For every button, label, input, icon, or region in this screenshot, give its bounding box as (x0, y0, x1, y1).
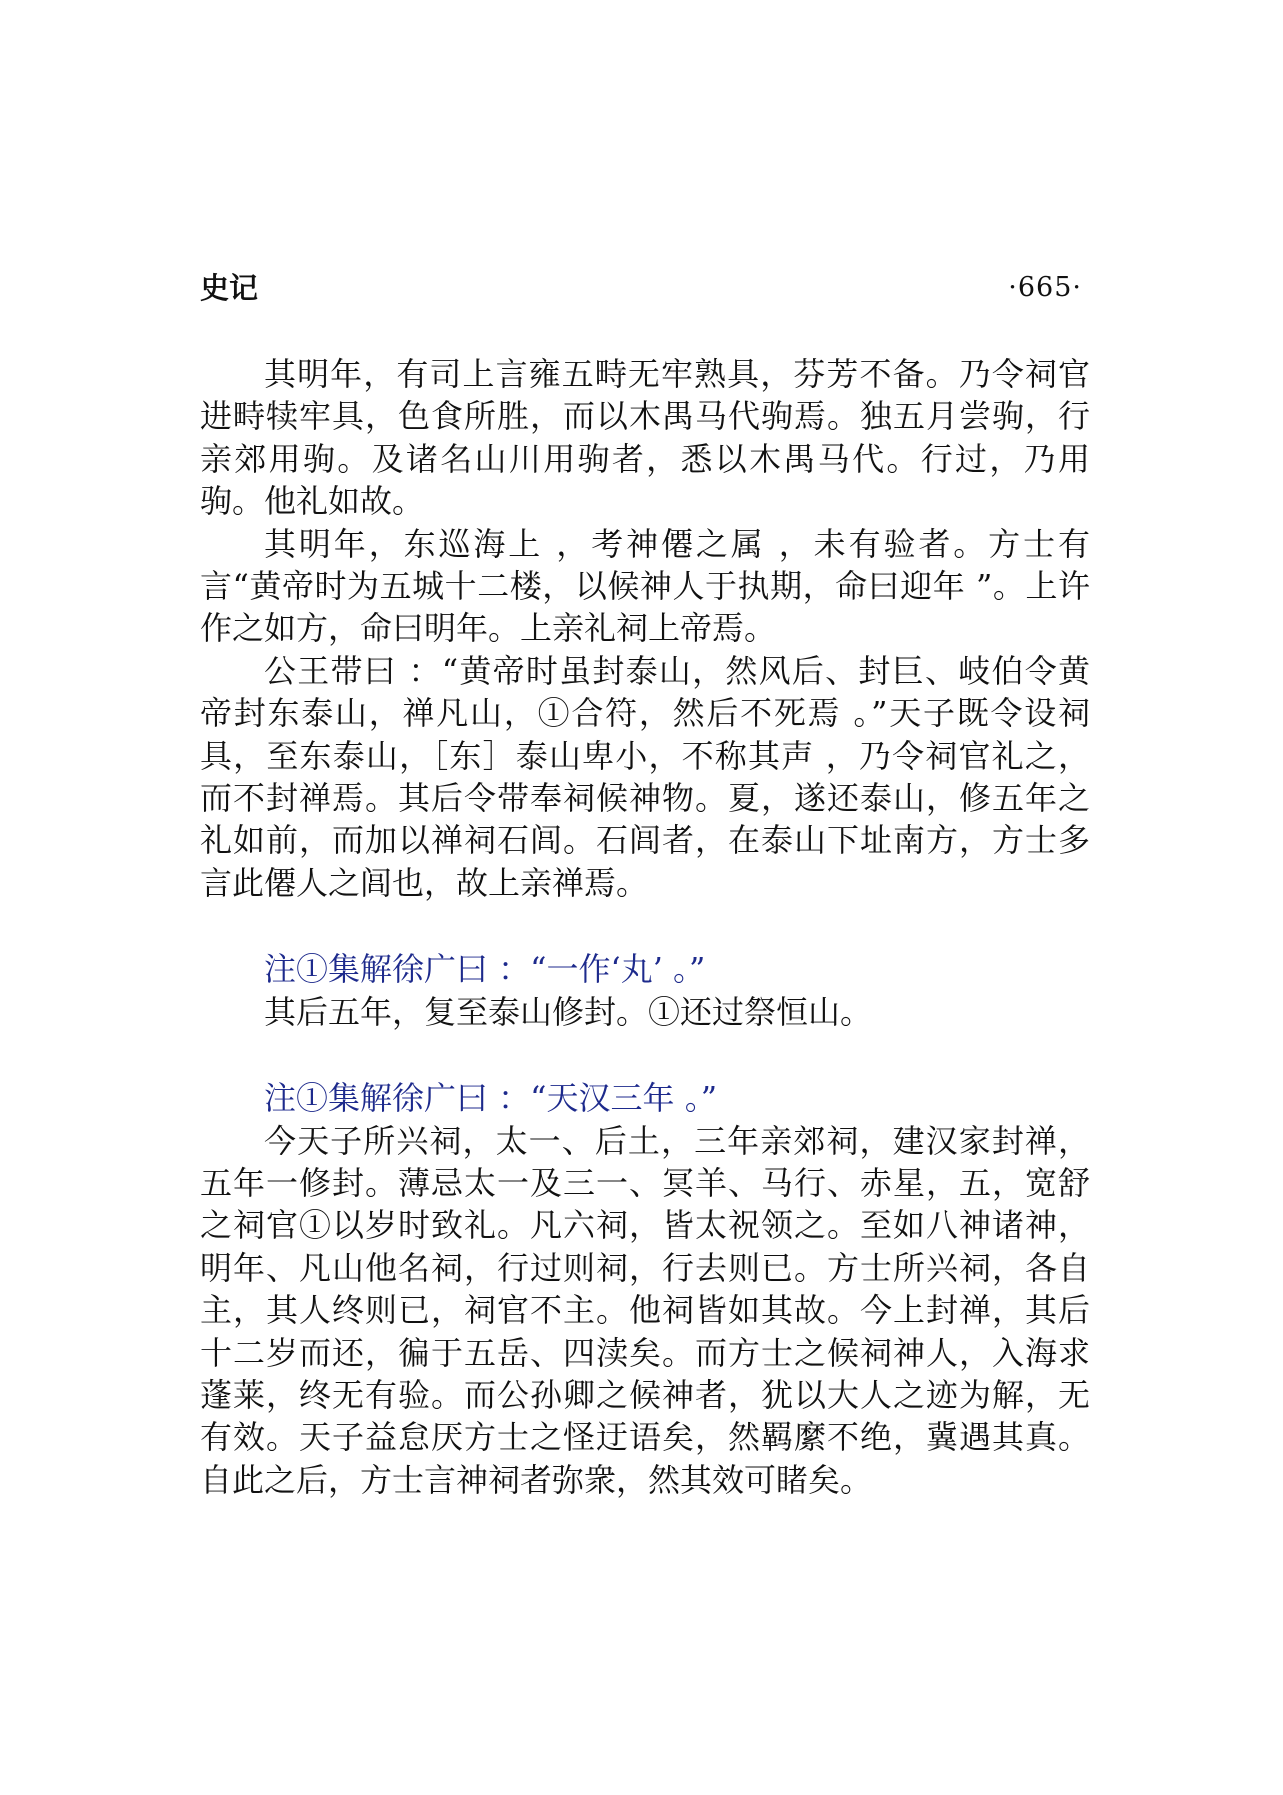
spacer (200, 1033, 1090, 1077)
paragraph-3: 公王带曰 ：“黄帝时虽封泰山，然风后、封巨、岐伯令黄帝封东泰山，禅凡山，①合符，然后不死焉 。”天子既令设祠具，至东泰山，［东］泰山卑小，不称其声 ，乃令祠官礼之，而不封禅焉。其后令带奉祠候神物。夏，遂还泰山，修五年之礼如前，而加以禅祠石闾。石闾者，在泰山下址南方，方士多言此僊人之闾也，故上亲禅焉。 (200, 651, 1090, 902)
paragraph-2: 其明年，东巡海上 ，考神僊之属 ，未有验者。方士有言“黄帝时为五城十二楼，以候神人于执期，命曰迎年 ”。上许作之如方，命曰明年。上亲礼祠上帝焉。 (200, 524, 1090, 648)
page-header (200, 268, 1082, 308)
paragraph-4: 其后五年，复至泰山修封。①还过祭恒山。 (264, 992, 873, 1031)
paragraph-5: 今天子所兴祠，太一、后土，三年亲郊祠，建汉家封禅，五年一修封。薄忌太一及三一、冥羊、马行、赤星，五，宽舒之祠官①以岁时致礼。凡六祠，皆太祝领之。至如八神诸神，明年、凡山他名祠，行过则祠，行去则已。方士所兴祠，各自主，其人终则已，祠官不主。他祠皆如其故。今上封禅，其后十二岁而还，徧于五岳、四渎矣。而方士之候祠神人，入海求蓬莱，终无有验。而公孙卿之候神者，犹以大人之迹为解，无有效。天子益怠厌方士之怪迂语矣，然羁縻不绝，冀遇其真。自此之后，方士言神祠者弥衆，然其效可睹矣。 (200, 1121, 1090, 1499)
annotation-note-1: 注①集解徐广曰 ：“一作‘丸’ 。” (264, 950, 706, 989)
annotation-note-2: 注①集解徐广曰 ：“天汉三年 。” (264, 1079, 718, 1118)
page-number: ·665· (1008, 272, 1082, 303)
spacer (200, 904, 1090, 948)
page-body (200, 353, 1090, 1501)
paragraph-1: 其明年，有司上言雍五畤无牢熟具，芬芳不备。乃令祠官进畤犊牢具，色食所胜，而以木禺马代驹焉。独五月尝驹，行亲郊用驹。及诸名山川用驹者，悉以木禺马代。行过，乃用驹。他礼如故。 (200, 355, 1090, 521)
book-title: 史记 (200, 271, 259, 305)
